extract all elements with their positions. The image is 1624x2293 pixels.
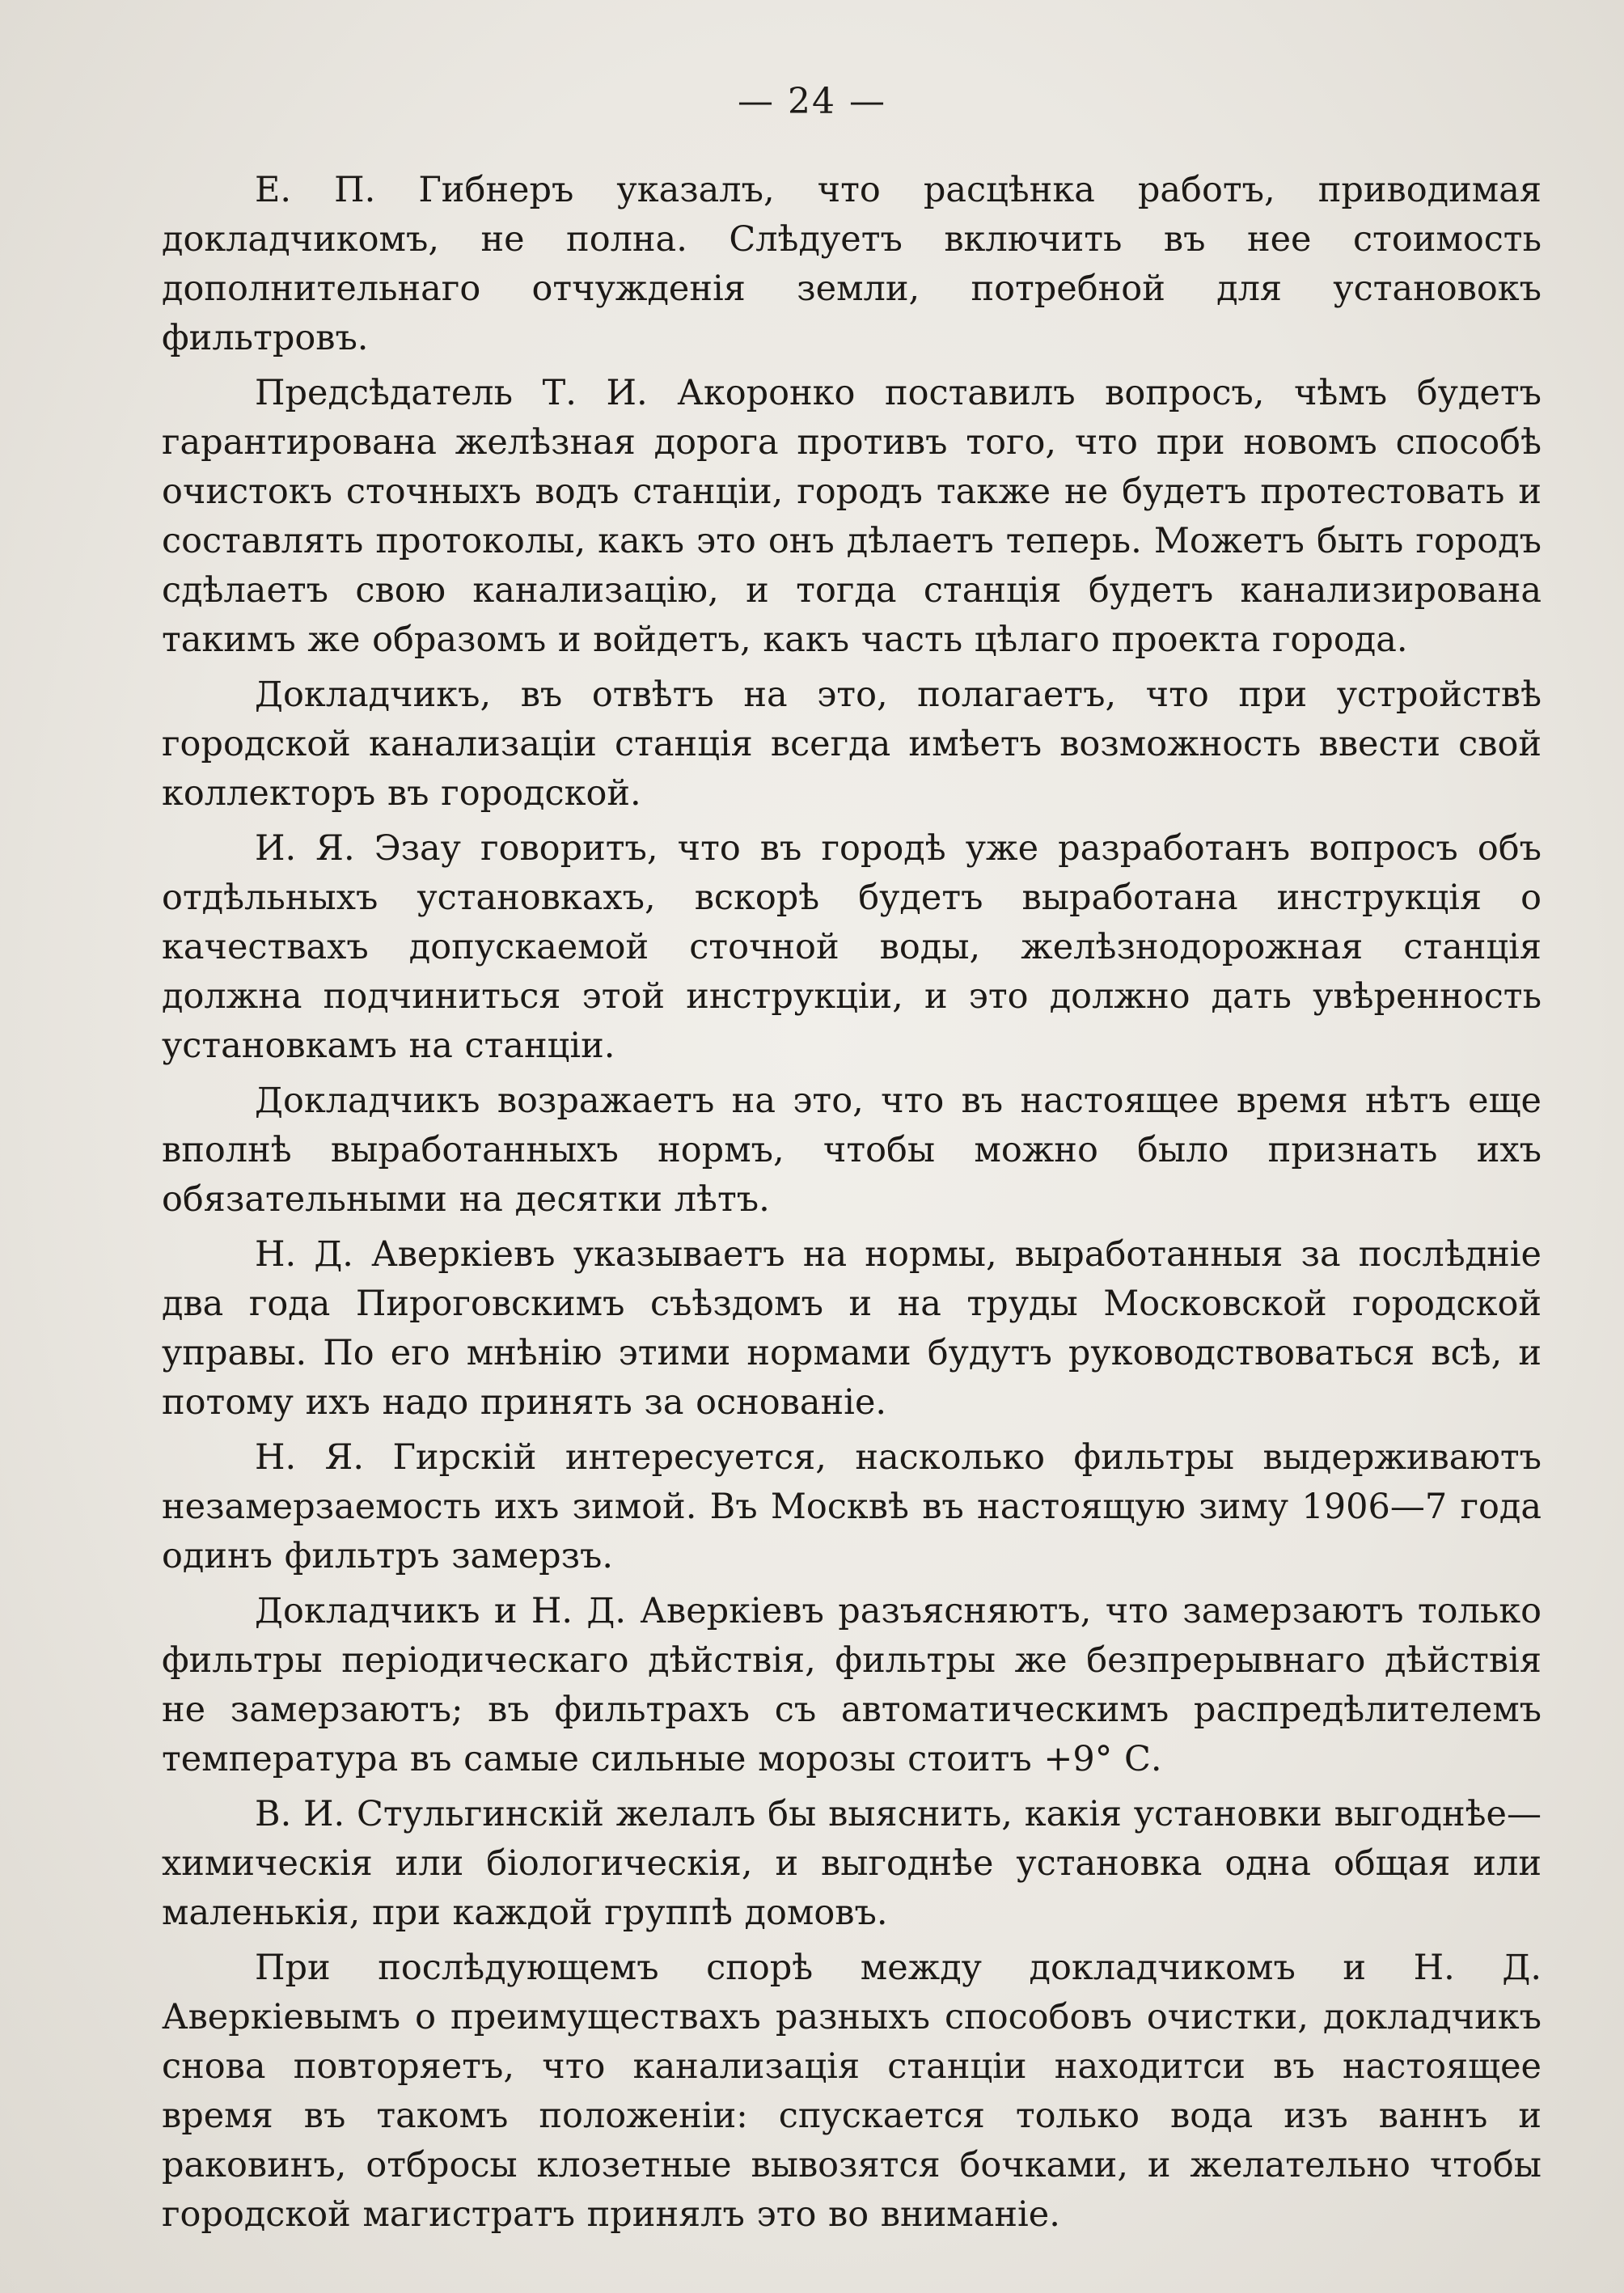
paragraph: Н. Я. Гирскій интересуется, насколько фильтры выдерживаютъ незамерзаемость ихъ зимой. Въ Москвѣ въ настоящую зиму 1906—7 года одинъ фильтръ замерзъ.: [162, 1437, 1542, 1576]
paragraph: При послѣдующемъ спорѣ между докладчикомъ и Н. Д. Аверкіевымъ о преимуществахъ разныхъ способовъ очистки, докладчикъ снова повторяетъ, что канализація станціи находитси въ настоящее время въ такомъ положеніи: спускается только вода изъ ваннъ и раковинъ, отбросы клозетные вывозятся бочками, и желательно чтобы городской магистратъ принялъ это во вниманіе.: [162, 1948, 1542, 2235]
paragraph: Предсѣдатель Т. И. Акоронко поставилъ вопросъ, чѣмъ будетъ гарантирована желѣзная дорога противъ того, что при новомъ способѣ очистокъ сточныхъ водъ станціи, городъ также не будетъ протестовать и составлять протоколы, какъ это онъ дѣлаетъ теперь. Можетъ быть городъ сдѣлаетъ свою канализацію, и тогда станція будетъ канализирована такимъ же образомъ и войдетъ, какъ часть цѣлаго проекта города.: [162, 373, 1542, 660]
paragraph: Е. П. Гибнеръ указалъ, что расцѣнка работъ, приводимая докладчикомъ, не полна. Слѣдуетъ включить въ нее стоимость дополнительнаго отчужденія земли, потребной для установокъ фильтровъ.: [162, 170, 1542, 358]
paragraph: И. Я. Эзау говоритъ, что въ городѣ уже разработанъ вопросъ объ отдѣльныхъ установкахъ, вскорѣ будетъ выработана инструкція о качествахъ допускаемой сточной воды, желѣзнодорожная станція должна подчиниться этой инструкціи, и это должно дать увѣренность установкамъ на станціи.: [162, 828, 1542, 1066]
paragraph: Докладчикъ, въ отвѣтъ на это, полагаетъ, что при устройствѣ городской канализаціи станція всегда имѣетъ возможность ввести свой коллекторъ въ городской.: [162, 675, 1542, 814]
page-body: [162, 166, 1542, 2245]
paragraph: Докладчикъ возражаетъ на это, что въ настоящее время нѣтъ еще вполнѣ выработанныхъ нормъ, чтобы можно было признать ихъ обязательными на десятки лѣтъ.: [162, 1081, 1542, 1220]
paragraph: Н. Д. Аверкіевъ указываетъ на нормы, выработанныя за послѣдніе два года Пироговскимъ съѣздомъ и на труды Московской городской управы. По его мнѣнію этими нормами будутъ руководствоваться всѣ, и потому ихъ надо принять за основаніе.: [162, 1234, 1542, 1423]
paragraph: В. И. Стульгинскій желалъ бы выяснить, какія установки выгоднѣе—химическія или біологическія, и выгоднѣе установка одна общая или маленькія, при каждой группѣ домовъ.: [162, 1794, 1542, 1933]
paragraph: Докладчикъ и Н. Д. Аверкіевъ разъясняютъ, что замерзаютъ только фильтры періодическаго дѣйствія, фильтры же безпрерывнаго дѣйствія не замерзаютъ; въ фильтрахъ съ автоматическимъ распредѣлителемъ температура въ самые сильные морозы стоитъ +9° С.: [162, 1591, 1542, 1779]
page-number: — 24 —: [738, 81, 886, 122]
